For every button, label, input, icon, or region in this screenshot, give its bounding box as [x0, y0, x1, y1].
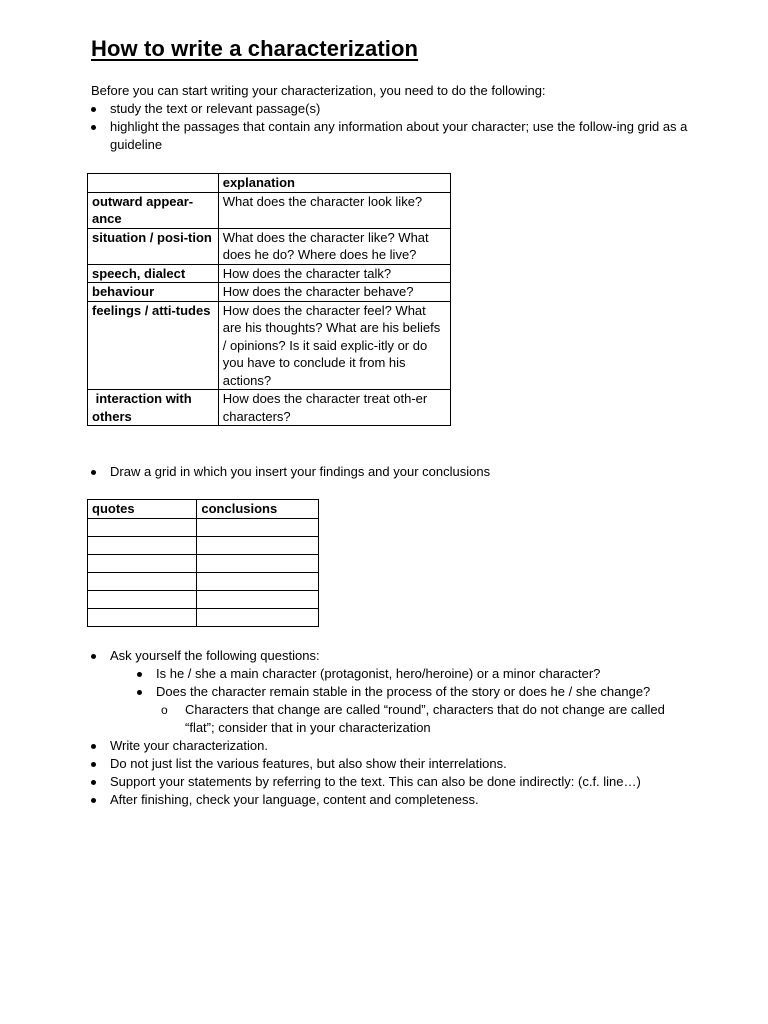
table-cell-aspect: speech, dialect — [88, 264, 219, 283]
list-item: Ask yourself the following questions: — [91, 647, 691, 665]
empty-cell — [197, 518, 319, 536]
findings-bullet-list — [91, 463, 691, 481]
list-item: study the text or relevant passage(s) — [91, 100, 691, 118]
hollow-bullet-icon: o — [161, 703, 168, 717]
empty-cell — [88, 518, 197, 536]
table-cell-aspect: feelings / atti-tudes — [88, 301, 219, 390]
question-sublist — [91, 665, 691, 701]
table-row — [88, 518, 319, 536]
list-item: After finishing, check your language, content and completeness. — [91, 791, 691, 809]
table-header-cell — [88, 174, 219, 193]
empty-cell — [88, 572, 197, 590]
empty-cell — [197, 572, 319, 590]
table-cell-explanation: How does the character talk? — [218, 264, 450, 283]
empty-cell — [88, 608, 197, 626]
table-cell-explanation: How does the character behave? — [218, 283, 450, 302]
empty-cell — [197, 554, 319, 572]
empty-cell — [197, 536, 319, 554]
table-cell-explanation: What does the character like? What does he do? Where does he live? — [218, 228, 450, 264]
table-header-cell: conclusions — [197, 500, 319, 519]
findings-grid — [87, 499, 319, 627]
list-item: Do not just list the various features, but also show their interrelations. — [91, 755, 691, 773]
table-row — [88, 554, 319, 572]
intro-text: Before you can start writing your characterization, you need to do the following: — [91, 83, 546, 98]
guide-grid — [87, 173, 451, 426]
table-cell-aspect: interaction with others — [88, 390, 219, 426]
table-header-cell: explanation — [218, 174, 450, 193]
table-row — [88, 590, 319, 608]
list-item: Write your characterization. — [91, 737, 691, 755]
table-header-cell: quotes — [88, 500, 197, 519]
list-item: Support your statements by referring to the text. This can also be done indirectly: (c.f. line…) — [91, 773, 691, 791]
table-row — [88, 283, 451, 302]
final-bullet-list — [91, 647, 691, 809]
empty-cell — [88, 590, 197, 608]
table-row — [88, 264, 451, 283]
list-item: highlight the passages that contain any information about your character; use the follow-ing grid as a guideline — [91, 118, 691, 154]
table-cell-explanation: What does the character look like? — [218, 192, 450, 228]
list-item: Does the character remain stable in the process of the story or does he / she change? — [137, 683, 691, 701]
table-row — [88, 192, 451, 228]
table-row — [88, 608, 319, 626]
empty-cell — [197, 608, 319, 626]
table-header-row — [88, 174, 451, 193]
page-title: How to write a characterization — [91, 36, 419, 61]
table-cell-aspect: outward appear-ance — [88, 192, 219, 228]
list-item: Is he / she a main character (protagonist, hero/heroine) or a minor character? — [137, 665, 691, 683]
table-cell-aspect: situation / posi-tion — [88, 228, 219, 264]
list-item: Draw a grid in which you insert your findings and your conclusions — [91, 463, 691, 481]
table-cell-explanation: How does the character feel? What are his thoughts? What are his beliefs / opinions? Is it said explic-itly or do you have to conclude it from his actions? — [218, 301, 450, 390]
note-item — [91, 701, 691, 737]
table-row — [88, 301, 451, 390]
empty-cell — [88, 536, 197, 554]
table-row — [88, 228, 451, 264]
table-row — [88, 390, 451, 426]
table-header-row — [88, 500, 319, 519]
table-cell-explanation: How does the character treat oth-er characters? — [218, 390, 450, 426]
table-row — [88, 572, 319, 590]
table-cell-aspect: behaviour — [88, 283, 219, 302]
table-row — [88, 536, 319, 554]
note-text: Characters that change are called “round”, characters that do not change are called “flat”; consider that in your characterization — [185, 702, 665, 735]
empty-cell — [197, 590, 319, 608]
prep-bullet-list — [91, 100, 691, 154]
empty-cell — [88, 554, 197, 572]
